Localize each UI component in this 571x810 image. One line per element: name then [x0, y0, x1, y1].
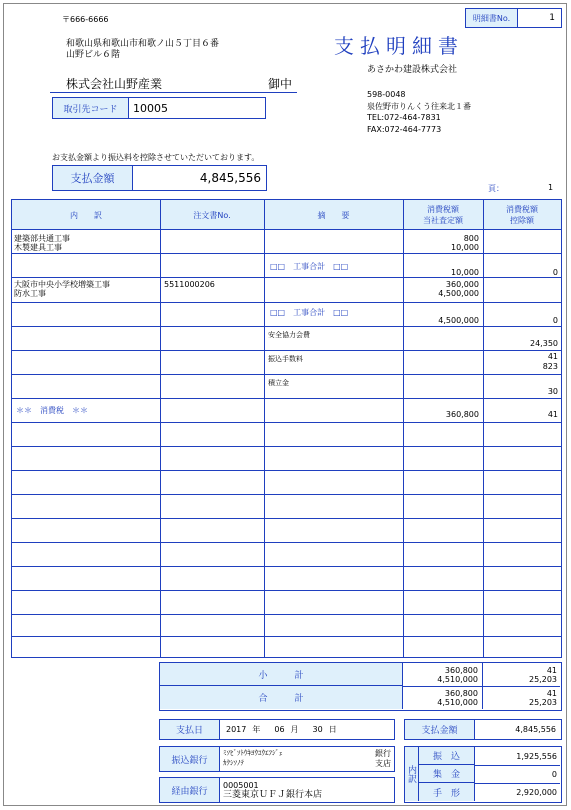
pay-date-label: 支払日 [160, 720, 220, 739]
col-tax-deduct-header [483, 200, 561, 230]
col-tax-company-header [403, 200, 483, 230]
breakdown-divider [475, 765, 560, 766]
row2-amount: 10,000 [451, 268, 479, 277]
row4-summary: □□ 工事合計 □□ [270, 308, 349, 317]
bank-value [220, 747, 394, 771]
branch-name: ｶｸｼｿﾉﾃ [223, 759, 244, 767]
subtotal-deduction-1: 41 [546, 666, 557, 675]
row2-deduction: 0 [552, 268, 558, 277]
page-label: 頁： [488, 184, 504, 193]
row3-amount-2: 4,500,000 [438, 289, 479, 298]
via-bank-label: 経由銀行 [160, 778, 220, 802]
bank-name: ﾐｿﾋﾞｿﾄｳｷﾖｳﾕｳｴﾌｼﾞｪ [223, 749, 283, 757]
row-divider [12, 277, 561, 278]
via-bank-code: 0005001 [223, 781, 259, 790]
total-deduction-1: 41 [546, 689, 557, 698]
row3-desc-1: 大阪市中央小学校増築工事 [14, 280, 110, 289]
col-divider [160, 200, 161, 657]
row4-amount: 4,500,000 [438, 316, 479, 325]
bank-label: 振込銀行 [160, 747, 220, 771]
row2-summary: □□ 工事合計 □□ [270, 262, 349, 271]
address-line-1: 和歌山県和歌山市和歌ノ山５丁目６番 [66, 39, 220, 49]
total-amount-1: 360,800 [444, 689, 478, 698]
issuer-name: あさかわ建設株式会社 [367, 65, 458, 75]
breakdown-divider [475, 783, 560, 784]
subtotal-amount-1: 360,800 [444, 666, 478, 675]
bill-amount: 2,920,000 [516, 788, 557, 797]
col-divider [264, 200, 265, 657]
pay-amount-label: 支払金額 [53, 166, 133, 190]
row-divider [12, 614, 561, 615]
pay-month: 06 [274, 725, 285, 734]
bank-box [159, 746, 395, 772]
row-divider [12, 566, 561, 567]
total-label: 合 計 [160, 686, 403, 709]
collect-label: 集 金 [419, 765, 475, 783]
fee-notice: お支払金額より振込料を控除させていただいております。 [52, 153, 260, 162]
subtotal-label: 小 計 [160, 663, 403, 686]
footer-pay-amount-box [404, 719, 562, 740]
pay-day-unit: 日 [328, 725, 337, 734]
recipient-honorific: 御中 [268, 77, 293, 91]
row-divider [12, 636, 561, 637]
row3-order-no: 5511000206 [164, 280, 215, 289]
row6-summary: 振込手数料 [268, 355, 303, 363]
row4-deduction: 0 [552, 316, 558, 325]
doc-title: 支払明細書 [334, 34, 464, 58]
transfer-label: 振 込 [419, 747, 475, 765]
bill-label: 手 形 [419, 783, 475, 801]
row3-desc-2: 防水工事 [14, 289, 46, 298]
pay-amount-value: 4,845,556 [199, 171, 261, 185]
recipient-name: 株式会社山野産業 [66, 77, 163, 91]
row-divider [12, 398, 561, 399]
detail-table [11, 199, 562, 658]
col-order-header: 注文書No. [193, 210, 231, 220]
row1-amount-2: 10,000 [451, 243, 479, 252]
pay-month-unit: 月 [290, 725, 299, 734]
row8-deduction: 41 [547, 410, 558, 419]
row3-amount-1: 360,000 [445, 280, 479, 289]
client-code-box [52, 97, 266, 119]
recipient-underline [50, 92, 297, 93]
row-divider [12, 518, 561, 519]
bank-suffix: 銀行 [375, 749, 391, 758]
row-divider [12, 374, 561, 375]
via-bank-name: 三菱東京ＵＦＪ銀行本店 [223, 790, 323, 800]
col-tax-company-line1: 消費税額 [427, 205, 459, 214]
row5-deduction: 24,350 [530, 339, 558, 348]
breakdown-box [404, 746, 562, 803]
doc-number-value: 1 [549, 13, 555, 23]
col-summary-header: 摘 要 [317, 210, 350, 220]
totals-box [159, 662, 562, 711]
col-tax-company-line2: 当社査定額 [423, 216, 463, 225]
issuer-address: 泉佐野市りんくう往来北１番 [367, 102, 471, 111]
footer-pay-amount-label: 支払金額 [405, 720, 475, 739]
issuer-fax: FAX:072-464-7773 [367, 125, 442, 134]
client-code-label: 取引先コード [53, 98, 129, 118]
row1-amount-1: 800 [463, 234, 479, 243]
doc-number-label: 明細書No. [466, 9, 518, 27]
postal-code: 〒666-6666 [62, 15, 109, 24]
pay-date-value [220, 720, 337, 739]
row-divider [12, 542, 561, 543]
breakdown-label: 内訳 [405, 747, 419, 801]
row-divider [12, 590, 561, 591]
pay-year: 2017 [226, 725, 247, 734]
via-bank-box [159, 777, 395, 803]
transfer-amount: 1,925,556 [516, 752, 557, 761]
col-tax-deduct-line2: 控除額 [510, 216, 534, 225]
branch-suffix: 支店 [375, 759, 391, 768]
total-deduction-2: 25,203 [529, 698, 557, 707]
client-code-value: 10005 [133, 101, 168, 115]
row-divider [12, 326, 561, 327]
row6-deduction-2: 823 [542, 362, 558, 371]
pay-date-box [159, 719, 395, 740]
issuer-tel: TEL:072-464-7831 [367, 113, 441, 122]
pay-year-unit: 年 [252, 725, 261, 734]
doc-number-box [465, 8, 562, 28]
subtotal-deduction-2: 25,203 [529, 675, 557, 684]
pay-amount-box [52, 165, 267, 191]
row8-amount: 360,800 [445, 410, 479, 419]
row6-deduction-1: 41 [547, 352, 558, 361]
row-divider [12, 494, 561, 495]
collect-amount: 0 [551, 770, 557, 779]
issuer-postal: 598-0048 [367, 90, 406, 99]
row-divider [12, 302, 561, 303]
col-tax-deduct-line1: 消費税額 [506, 205, 538, 214]
pay-day: 30 [312, 725, 323, 734]
row1-desc-1: 建築部共通工事 [14, 234, 70, 243]
row5-summary: 安全協力会費 [268, 331, 310, 339]
row8-desc: ＊＊ 消費税 ＊＊ [16, 406, 88, 415]
col-desc-header: 内 訳 [70, 210, 102, 220]
footer-pay-amount-value: 4,845,556 [515, 725, 556, 734]
total-amount-2: 4,510,000 [437, 698, 478, 707]
row-divider [12, 470, 561, 471]
address-line-2: 山野ビル６階 [66, 50, 121, 60]
row7-deduction: 30 [547, 387, 558, 396]
row-divider [12, 446, 561, 447]
row-divider [12, 350, 561, 351]
page-number: 1 [548, 183, 554, 192]
subtotal-amount-2: 4,510,000 [437, 675, 478, 684]
row-divider [12, 253, 561, 254]
row1-desc-2: 木製建具工事 [14, 243, 62, 252]
via-bank-value [220, 778, 394, 802]
row-divider [12, 422, 561, 423]
row7-summary: 積立金 [268, 379, 289, 387]
